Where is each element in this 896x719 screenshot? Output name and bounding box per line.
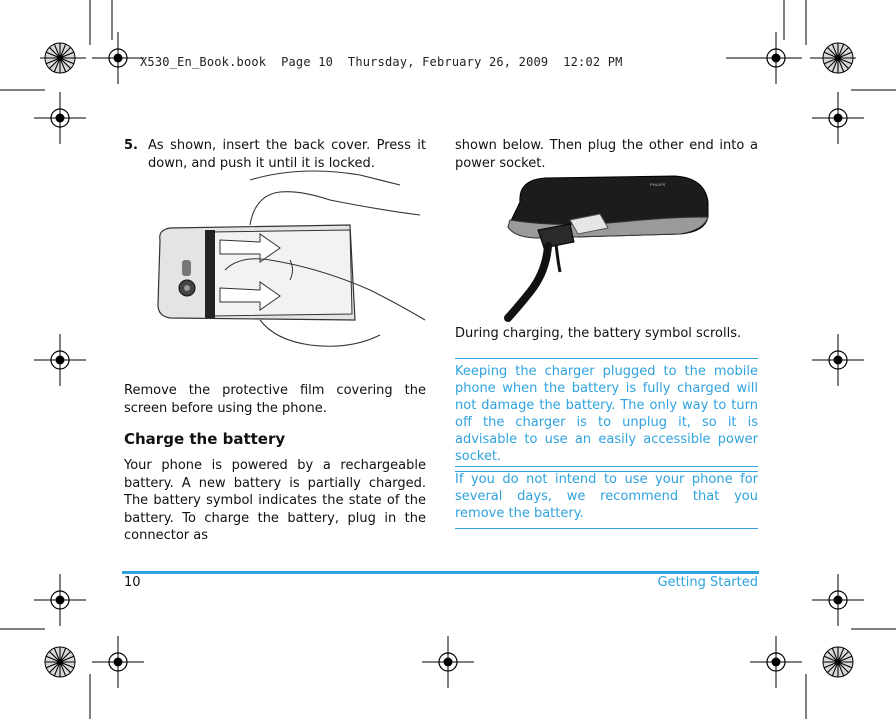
info-note-remove-battery: If you do not intend to use your phone for several days, we recommend that you remove the battery. [455,466,758,529]
footer-rule [122,571,759,574]
step-5 [124,137,426,172]
info-note-charger: Keeping the charger plugged to the mobile phone when the battery is fully charged will not damage the battery. The only way to turn off the charger is to unplug it, so it is advisable to use an easily accessible power socket. [455,358,758,472]
charger-illustration [500,172,720,322]
section-heading: Charge the battery [124,430,286,448]
back-cover-illustration [150,170,430,360]
phone-brand-text: PHILIPS [650,182,666,187]
step-text: As shown, insert the back cover. Press it down, and push it until it is locked. [148,138,426,171]
film-instructions: Remove the protective film covering the screen before using the phone. [124,383,426,416]
charging-note: During charging, the battery symbol scrolls. [455,326,742,341]
plug-instructions: shown below. Then plug the other end into a power socket. [455,138,758,171]
charge-paragraph: Your phone is powered by a rechargeable battery. A new battery is partially charged. The battery symbol indicates the state of the battery. To charge the battery, plug in the connector as [124,458,426,544]
footer-section-title: Getting Started [657,575,758,590]
page-number: 10 [124,575,141,590]
step-number: 5. [124,138,138,153]
book-header: X530_En_Book.book Page 10 Thursday, February 26, 2009 12:02 PM [140,55,623,69]
